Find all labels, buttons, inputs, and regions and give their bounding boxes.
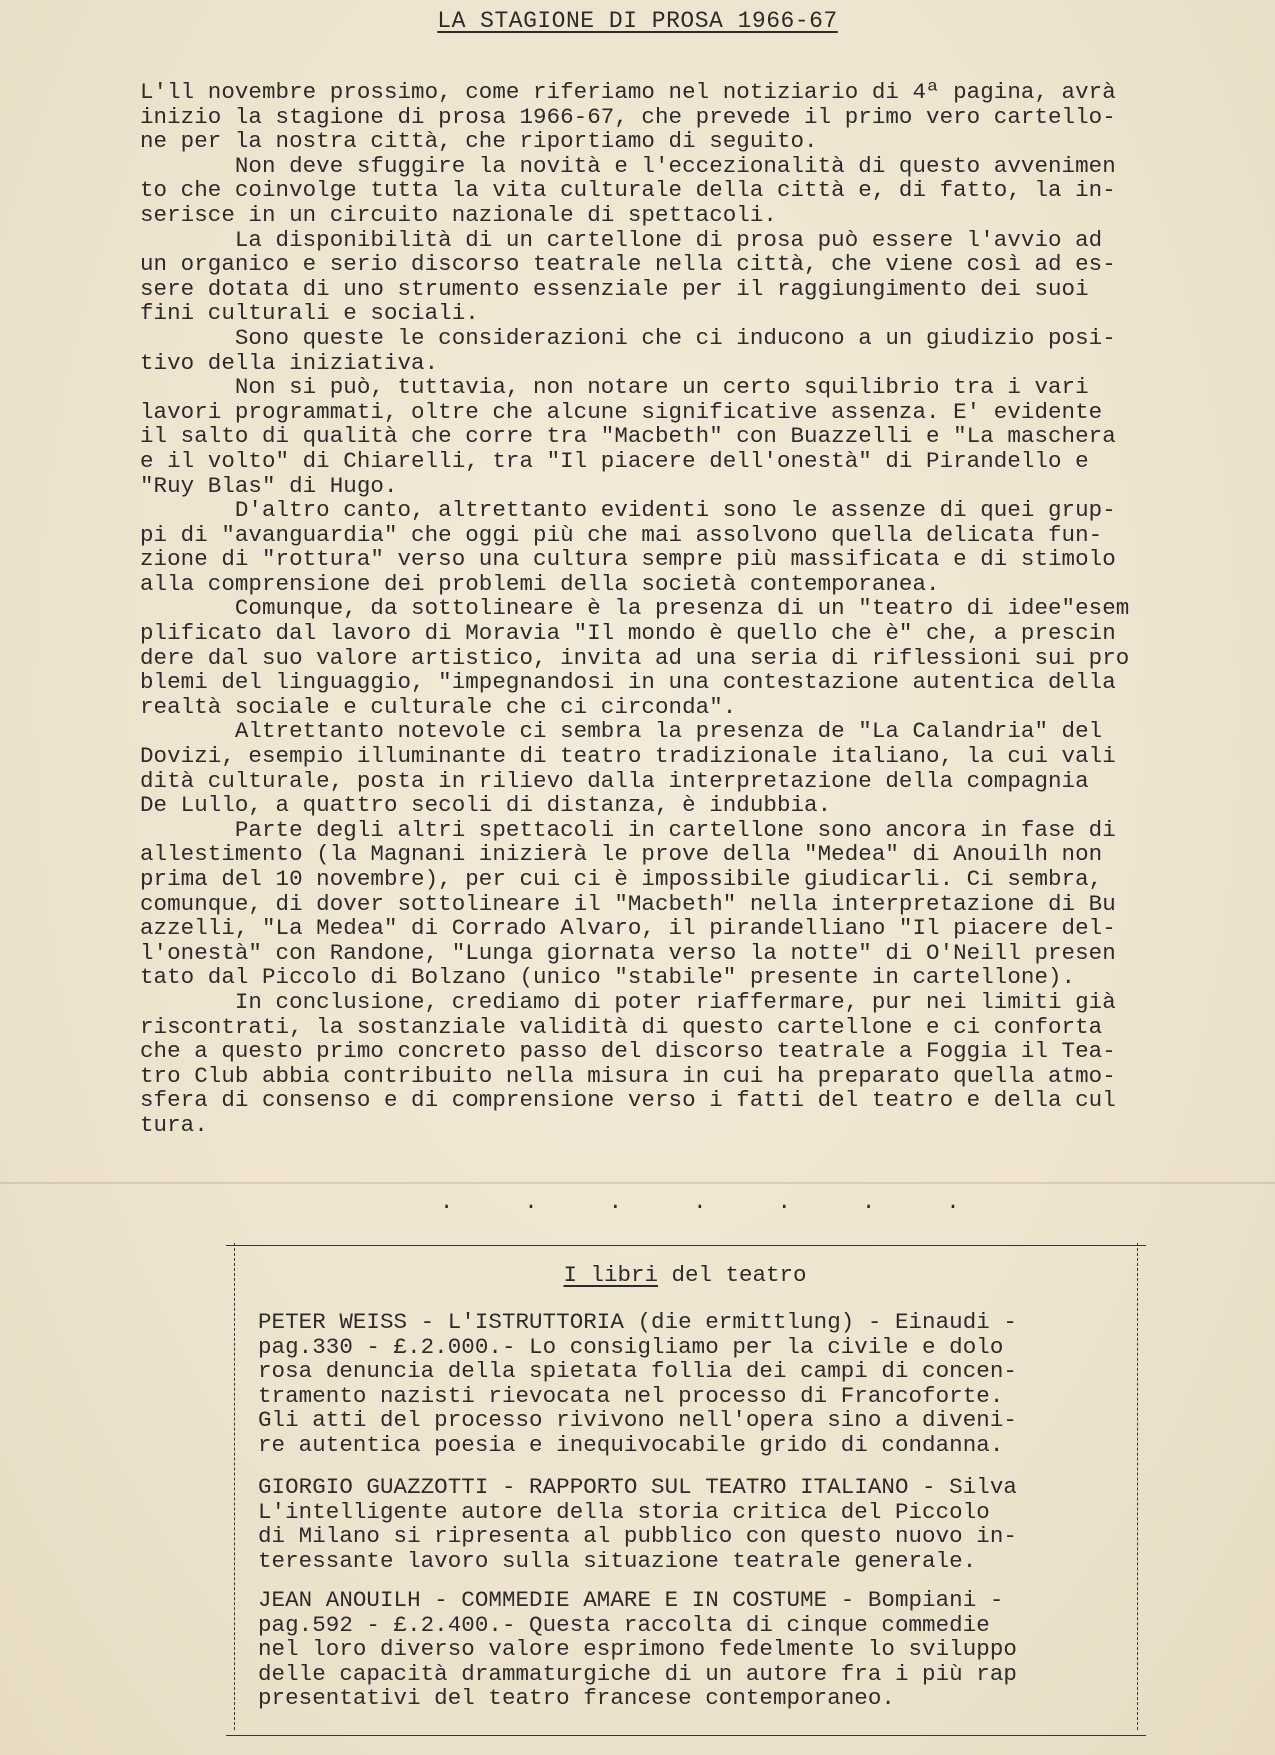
book-review-line: re autentica poesia e inequivocabile grido di condanna. <box>258 1431 1004 1458</box>
article-line: zione di "rottura" verso una cultura sempre più massificata e di stimolo <box>140 546 1116 573</box>
books-box-bottom-border <box>226 1735 1146 1736</box>
article-line: dità culturale, posta in rilievo dalla interpretazione della compagnia <box>140 767 1089 794</box>
article-line: tato dal Piccolo di Bolzano (unico "stabile" presente in cartellone). <box>140 964 1076 991</box>
book-review-line: L'intelligente autore della storia critica del Piccolo <box>258 1498 990 1525</box>
page-title <box>0 8 1275 34</box>
book-review-line: presentativi del teatro francese contemporaneo. <box>258 1685 895 1711</box>
article-line: serisce in un circuito nazionale di spettacoli. <box>140 201 777 228</box>
article-line: plificato dal lavoro di Moravia "Il mondo è quello che è" che, a prescin <box>140 620 1116 647</box>
article-line: alla comprensione dei problemi della società contemporanea. <box>140 570 940 597</box>
books-box-title-post: del teatro <box>657 1262 807 1288</box>
article-line: In conclusione, crediamo di poter riaffermare, pur nei limiti già <box>140 988 1116 1015</box>
article-line: blemi del linguaggio, "impegnandosi in una contestazione autentica della <box>140 669 1116 696</box>
article-line: sfera di consenso e di comprensione verso i fatti del teatro e della cul <box>140 1087 1116 1114</box>
book-review-line: teressante lavoro sulla situazione teatrale generale. <box>258 1547 977 1574</box>
book-review-line: tramento nazisti rievocata nel processo di Francoforte. <box>258 1382 1004 1409</box>
article-line: e il volto" di Chiarelli, tra "Il piacere dell'onestà" di Pirandello e <box>140 447 1089 474</box>
article-line: "Ruy Blas" di Hugo. <box>140 472 398 499</box>
books-box-title-pre: I libri <box>563 1262 658 1288</box>
paper-fold <box>0 1182 1275 1184</box>
article-line: La disponibilità di un cartellone di prosa può essere l'avvio ad <box>140 226 1103 253</box>
book-review-line: pag.330 - £.2.000.- Lo consigliamo per la civile e dolo <box>258 1333 1004 1360</box>
article-body <box>140 80 1260 1138</box>
article-line: prima del 10 novembre), per cui ci è impossibile giudicarli. Ci sembra, <box>140 866 1103 892</box>
book-review-line: GIORGIO GUAZZOTTI - RAPPORTO SUL TEATRO ITALIANO - Silva <box>258 1474 1017 1500</box>
book-review-line: rosa denuncia della spietata follia dei campi di concen- <box>258 1358 1017 1384</box>
book-review-line: pag.592 - £.2.400.- Questa raccolta di cinque commedie <box>258 1611 990 1638</box>
article-line: riscontrati, la sostanziale validità di questo cartellone e ci conforta <box>140 1013 1103 1040</box>
article-line: dere dal suo valore artistico, invita ad una seria di riflessioni sui pro <box>140 644 1130 671</box>
article-line: Sono queste le considerazioni che ci inducono a un giudizio posi- <box>140 324 1116 351</box>
books-box-title <box>234 1262 1136 1288</box>
article-line: pi di "avanguardia" che oggi più che mai assolvono quella delicata fun- <box>140 521 1103 548</box>
books-box-top-border <box>226 1245 1146 1246</box>
book-review-weiss <box>258 1310 1128 1457</box>
article-line: Dovizi, esempio illuminante di teatro tradizionale italiano, la cui vali <box>140 743 1116 770</box>
article-line: Altrettanto notevole ci sembra la presenza de "La Calandria" del <box>140 718 1103 745</box>
article-line: tivo della iniziativa. <box>140 349 439 376</box>
article-line: tura. <box>140 1111 208 1138</box>
article-line: un organico e serio discorso teatrale nella città, che viene così ad es- <box>140 251 1116 278</box>
page-title-text: LA STAGIONE DI PROSA 1966-67 <box>437 8 838 34</box>
article-line: fini culturali e sociali. <box>140 300 479 327</box>
book-review-line: Gli atti del processo rivivono nell'opera sino a diveni- <box>258 1407 1017 1433</box>
separator-dots: . . . . . . . <box>440 1190 989 1215</box>
book-review-guazzotti <box>258 1475 1128 1573</box>
book-review-line: delle capacità drammaturgiche di un autore fra i più rap <box>258 1660 1017 1687</box>
article-line: il salto di qualità che corre tra "Macbeth" con Buazzelli e "La maschera <box>140 423 1116 450</box>
article-line: che a questo primo concreto passo del discorso teatrale a Foggia il Tea- <box>140 1038 1116 1065</box>
book-review-line: PETER WEISS - L'ISTRUTTORIA (die ermittlung) - Einaudi - <box>258 1309 1017 1335</box>
book-review-line: di Milano si ripresenta al pubblico con questo nuovo in- <box>258 1523 1017 1549</box>
article-line: inizio la stagione di prosa 1966-67, che prevede il primo vero cartello- <box>140 103 1116 130</box>
article-line: Non deve sfuggire la novità e l'eccezionalità di questo avvenimen <box>140 152 1116 179</box>
book-review-anouilh <box>258 1588 1128 1711</box>
article-line: l'onestà" con Randone, "Lunga giornata verso la notte" di O'Neill presen <box>140 939 1116 966</box>
article-line: tro Club abbia contribuito nella misura in cui ha preparato quella atmo- <box>140 1062 1116 1089</box>
article-line: L'll novembre prossimo, come riferiamo nel notiziario di 4ª pagina, avrà <box>140 79 1116 105</box>
article-line: sere dotata di uno strumento essenziale per il raggiungimento dei suoi <box>140 275 1089 302</box>
article-line: D'altro canto, altrettanto evidenti sono le assenze di quei grup- <box>140 497 1116 524</box>
article-line: Non si può, tuttavia, non notare un certo squilibrio tra i vari <box>140 374 1089 401</box>
article-line: to che coinvolge tutta la vita culturale della città e, di fatto, la in- <box>140 177 1116 204</box>
article-line: azzelli, "La Medea" di Corrado Alvaro, il pirandelliano "Il piacere del- <box>140 915 1116 942</box>
book-review-line: nel loro diverso valore esprimono fedelmente lo sviluppo <box>258 1636 1017 1662</box>
article-line: De Lullo, a quattro secoli di distanza, è indubbia. <box>140 792 832 819</box>
book-review-line: JEAN ANOUILH - COMMEDIE AMARE E IN COSTUME - Bompiani - <box>258 1587 1004 1613</box>
article-line: lavori programmati, oltre che alcune significative assenza. E' evidente <box>140 398 1103 425</box>
article-line: realtà sociale e culturale che ci circonda". <box>140 693 737 720</box>
article-line: Parte degli altri spettacoli in cartellone sono ancora in fase di <box>140 816 1116 843</box>
article-line: comunque, di dover sottolineare il "Macbeth" nella interpretazione di Bu <box>140 890 1116 917</box>
article-line: allestimento (la Magnani inizierà le prove della "Medea" di Anouilh non <box>140 841 1103 868</box>
article-line: Comunque, da sottolineare è la presenza di un "teatro di idee"esem <box>140 595 1130 622</box>
article-line: ne per la nostra città, che riportiamo di seguito. <box>140 128 818 155</box>
